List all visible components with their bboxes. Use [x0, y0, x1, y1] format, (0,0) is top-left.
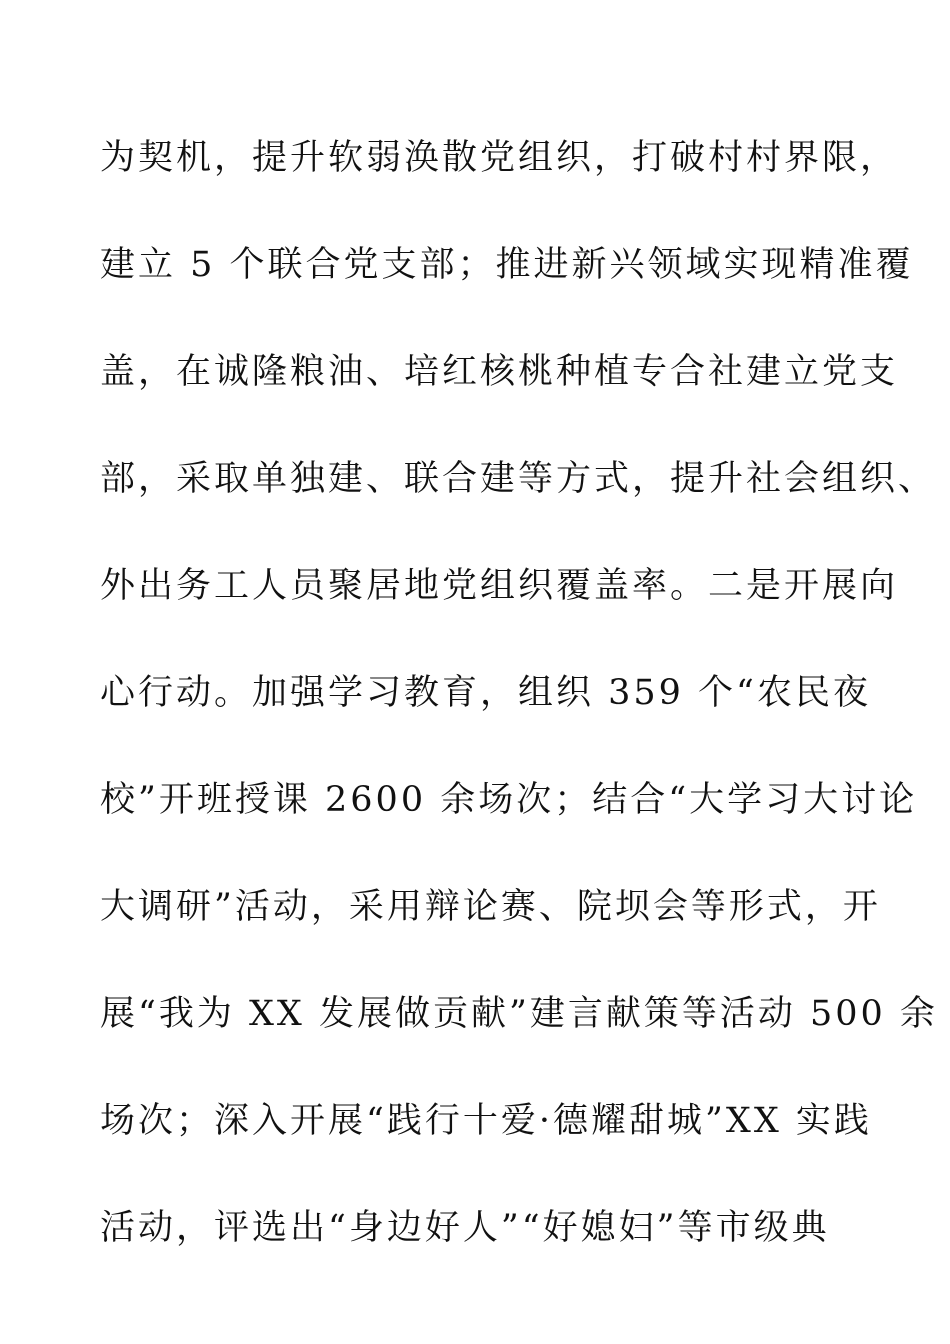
text-line-8: 大调研”活动，采用辩论赛、院坝会等形式，开	[100, 887, 881, 927]
text-line-6: 心行动。加强学习教育，组织 359 个“农民夜	[100, 673, 871, 713]
text-line-3: 盖，在诚隆粮油、培红核桃种植专合社建立党支	[100, 352, 899, 392]
text-line-1: 为契机，提升软弱涣散党组织，打破村村界限，	[100, 138, 899, 178]
text-line-2: 建立 5 个联合党支部；推进新兴领域实现精准覆	[100, 245, 914, 285]
body-text	[100, 128, 938, 1305]
text-line-9: 展“我为 XX 发展做贡献”建言献策等活动 500 余	[100, 994, 938, 1034]
text-line-10: 场次；深入开展“践行十爱·德耀甜城”XX 实践	[100, 1101, 872, 1141]
text-line-5: 外出务工人员聚居地党组织覆盖率。二是开展向	[100, 566, 899, 606]
text-line-11: 活动，评选出“身边好人”“好媳妇”等市级典	[100, 1208, 830, 1248]
text-line-4: 部，采取单独建、联合建等方式，提升社会组织、	[100, 459, 937, 499]
text-line-7: 校”开班授课 2600 余场次；结合“大学习大讨论	[100, 780, 918, 820]
